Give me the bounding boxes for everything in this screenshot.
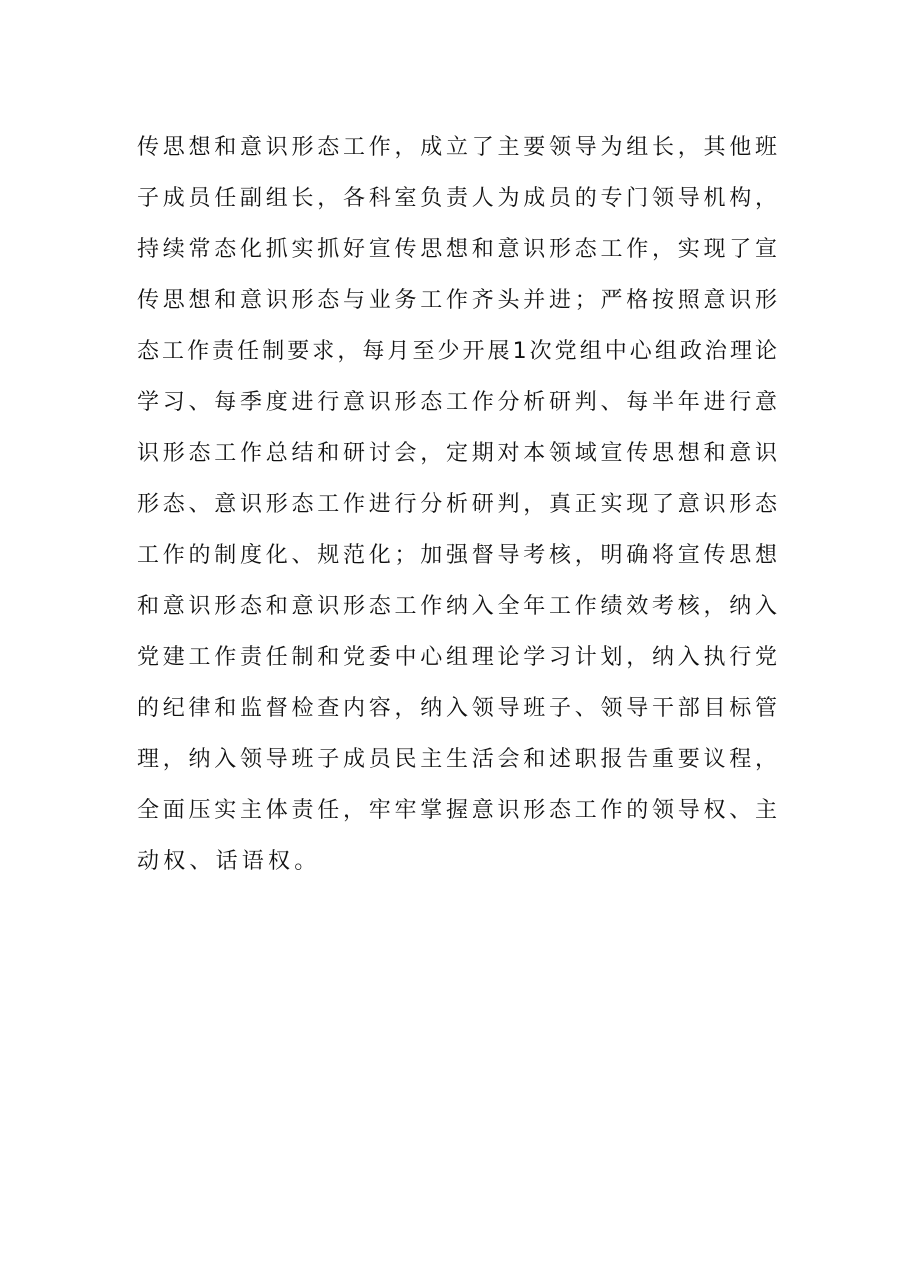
paragraph-line: 传思想和意识形态与业务工作齐头并进；严格按照意识形	[137, 288, 777, 313]
paragraph-line: 和意识形态和意识形态工作纳入全年工作绩效考核，纳入	[137, 594, 777, 619]
paragraph-line: 形态、意识形态工作进行分析研判，真正实现了意识形态	[137, 492, 777, 517]
paragraph-line: 党建工作责任制和党委中心组理论学习计划，纳入执行党	[137, 645, 777, 670]
paragraph-line: 的纪律和监督检查内容，纳入领导班子、领导干部目标管	[137, 696, 777, 721]
paragraph-line: 子成员任副组长，各科室负责人为成员的专门领导机构，	[137, 186, 777, 211]
body-paragraph	[137, 122, 777, 887]
paragraph-line: 全面压实主体责任，牢牢掌握意识形态工作的领导权、主	[137, 798, 777, 823]
paragraph-line: 识形态工作总结和研讨会，定期对本领域宣传思想和意识	[137, 441, 777, 466]
paragraph-line: 态工作责任制要求，每月至少开展1次党组中心组政治理论	[137, 339, 777, 364]
paragraph-line: 传思想和意识形态工作，成立了主要领导为组长，其他班	[137, 135, 777, 160]
paragraph-line-last: 动权、话语权。	[137, 849, 321, 874]
paragraph-line: 持续常态化抓实抓好宣传思想和意识形态工作，实现了宣	[137, 237, 777, 262]
paragraph-line: 理，纳入领导班子成员民主生活会和述职报告重要议程，	[137, 747, 777, 772]
paragraph-line: 学习、每季度进行意识形态工作分析研判、每半年进行意	[137, 390, 777, 415]
paragraph-line: 工作的制度化、规范化；加强督导考核，明确将宣传思想	[137, 543, 777, 568]
